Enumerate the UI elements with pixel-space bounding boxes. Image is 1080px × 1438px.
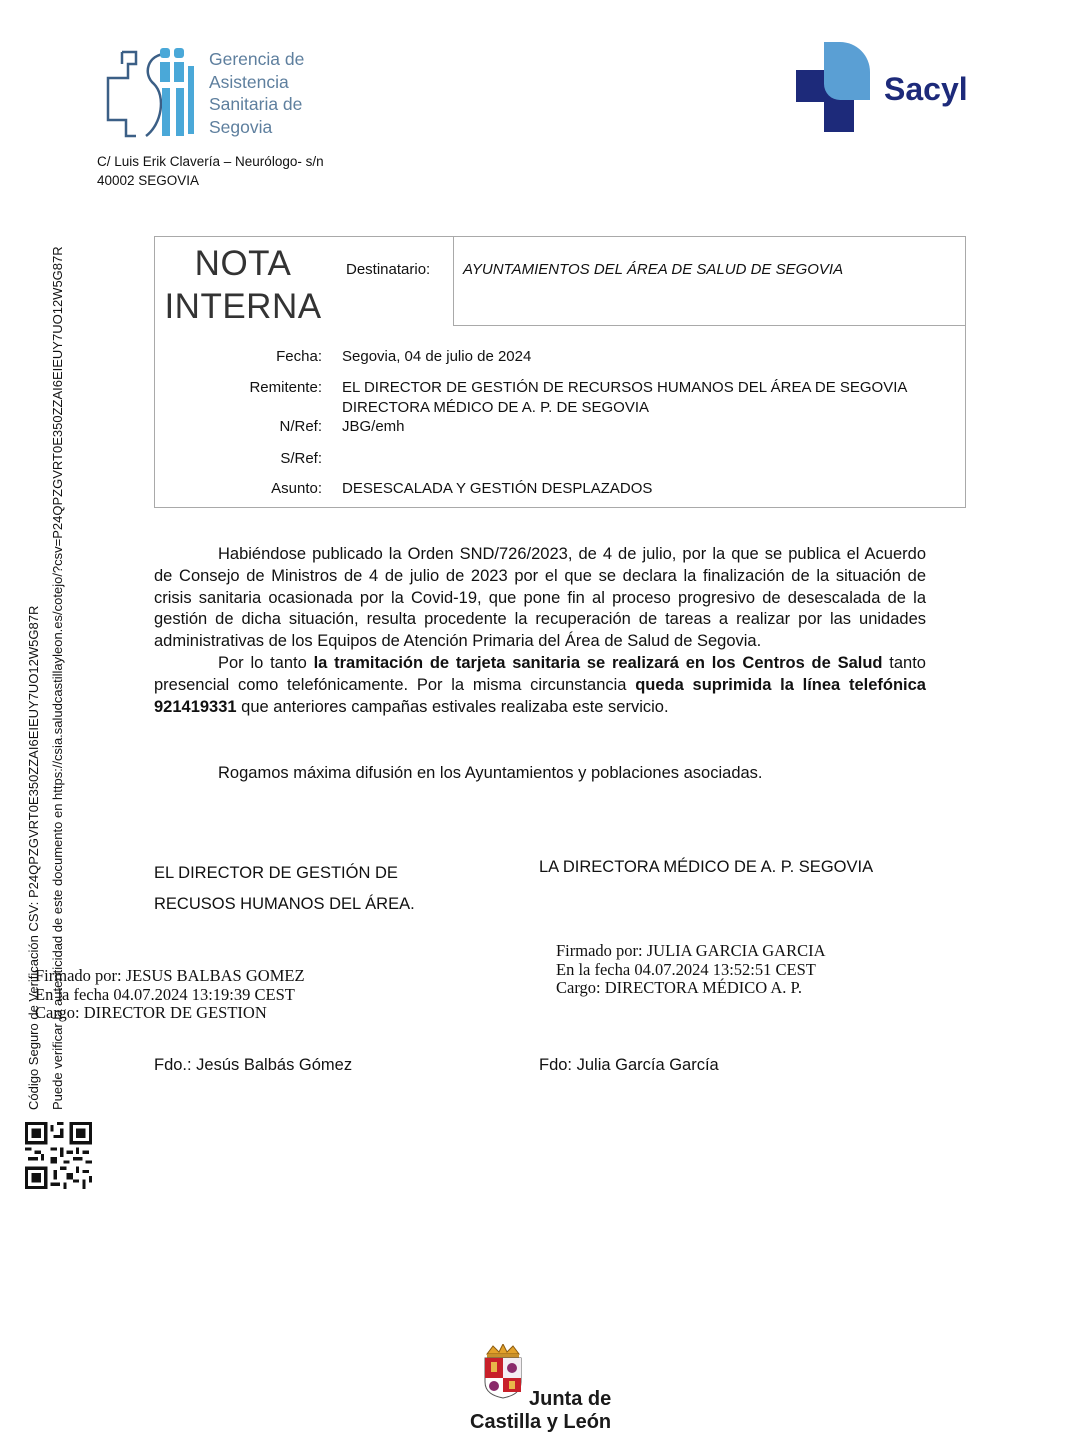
sender-label: Remitente: (249, 379, 322, 396)
digital-signature-line: Firmado por: JESUS BALBAS GOMEZ (35, 966, 305, 985)
left-digital-signature (35, 967, 305, 1023)
gerencia-logo-icon (100, 44, 210, 144)
body-bold-run: queda suprimida la línea telefónica 921419331 (154, 675, 926, 716)
body-paragraph (154, 653, 926, 718)
sacyl-logo-icon (796, 40, 968, 134)
note-title-line: NOTA (194, 244, 292, 283)
our-ref-value: JBG/emh (342, 418, 405, 435)
note-title (154, 242, 332, 328)
junta-castilla-leon-logo-text (470, 1388, 611, 1434)
subject-value: DESESCALADA Y GESTIÓN DESPLAZADOS (342, 480, 653, 497)
left-signer-role-line: RECUSOS HUMANOS DEL ÁREA. (154, 895, 415, 913)
sacyl-logo-text: Sacyl (884, 71, 968, 107)
left-signer-role-line: EL DIRECTOR DE GESTIÓN DE (154, 864, 398, 882)
sender-value: EL DIRECTOR DE GESTIÓN DE RECURSOS HUMANOS DEL ÁREA DE SEGOVIA (342, 379, 908, 396)
recipient-box (453, 236, 966, 326)
organization-name (209, 48, 304, 138)
body-text-run: que anteriores campañas estivales realizaba este servicio. (236, 697, 669, 716)
jcyl-line: Junta de (529, 1388, 612, 1410)
digital-signature-line: Firmado por: JULIA GARCIA GARCIA (556, 941, 826, 960)
body-text-run: tanto presencial como telefónicamente. Por la misma circunstancia (154, 653, 926, 694)
digital-signature-line: Cargo: DIRECTORA MÉDICO A. P. (556, 978, 803, 997)
recipient-label: Destinatario: (346, 261, 431, 278)
jcyl-line: Castilla y León (470, 1411, 612, 1433)
sender-value: DIRECTORA MÉDICO DE A. P. DE SEGOVIA (342, 399, 650, 416)
address-line: 40002 SEGOVIA (97, 172, 200, 188)
org-name-line: Segovia (209, 116, 273, 137)
address (97, 153, 324, 190)
right-digital-signature (556, 942, 826, 998)
address-line: C/ Luis Erik Clavería – Neurólogo- s/n (97, 154, 324, 169)
your-ref-label: S/Ref: (280, 450, 322, 467)
body-bold-run: la tramitación de tarjeta sanitaria se realizará en los Centros de Salud (313, 653, 883, 672)
closing-text: Rogamos máxima difusión en los Ayuntamientos y poblaciones asociadas. (218, 764, 763, 782)
digital-signature-line: Cargo: DIRECTOR DE GESTION (35, 1003, 267, 1022)
digital-signature-line: En la fecha 04.07.2024 13:19:39 CEST (35, 984, 295, 1004)
csv-verify-text: Puede verificar la autenticidad de este documento en https://csia.saludcastillayleon.es/cotejo/?csv=P24QPZGVRT0E350ZZAI6EIEUY7UO12W5G87R (50, 246, 65, 1110)
left-signer-role (154, 858, 415, 920)
our-ref-label: N/Ref: (279, 418, 322, 435)
digital-signature-line: En la fecha 04.07.2024 13:52:51 CEST (556, 959, 816, 979)
recipient-value: AYUNTAMIENTOS DEL ÁREA DE SALUD DE SEGOVIA (463, 261, 844, 278)
org-name-line: Gerencia de (209, 49, 305, 69)
body-text (154, 544, 926, 718)
body-text-run: Por lo tanto (218, 653, 314, 672)
org-name-line: Sanitaria de (209, 94, 303, 114)
note-title-line: INTERNA (164, 287, 322, 326)
date-value: Segovia, 04 de julio de 2024 (342, 348, 532, 365)
right-signer-role: LA DIRECTORA MÉDICO DE A. P. SEGOVIA (539, 858, 874, 876)
left-signer-name: Fdo.: Jesús Balbás Gómez (154, 1056, 353, 1074)
date-label: Fecha: (276, 348, 322, 365)
qr-code-icon (24, 1122, 93, 1189)
subject-label: Asunto: (271, 480, 322, 497)
body-paragraph: Habiéndose publicado la Orden SND/726/2023, de 4 de julio, por la que se publica el Acuerdo de Consejo de Ministros de 4 de julio de 2023 por el que se declara la finalización de la situación de crisis sanitaria ocasionada por la Covid-19, que pone fin al proceso progresivo de desescalada de la gestión de dicha situación, resulta procedente la recuperación de tareas a realizar por las unidades administrativas de los Equipos de Atención Primaria del Área de Salud de Segovia. (154, 545, 926, 651)
org-name-line: Asistencia (209, 71, 289, 92)
right-signer-name: Fdo: Julia García García (539, 1056, 719, 1074)
csv-code-text: Código Seguro de Verificación CSV: P24QPZGVRT0E350ZZAI6EIEUY7UO12W5G87R (26, 605, 41, 1110)
